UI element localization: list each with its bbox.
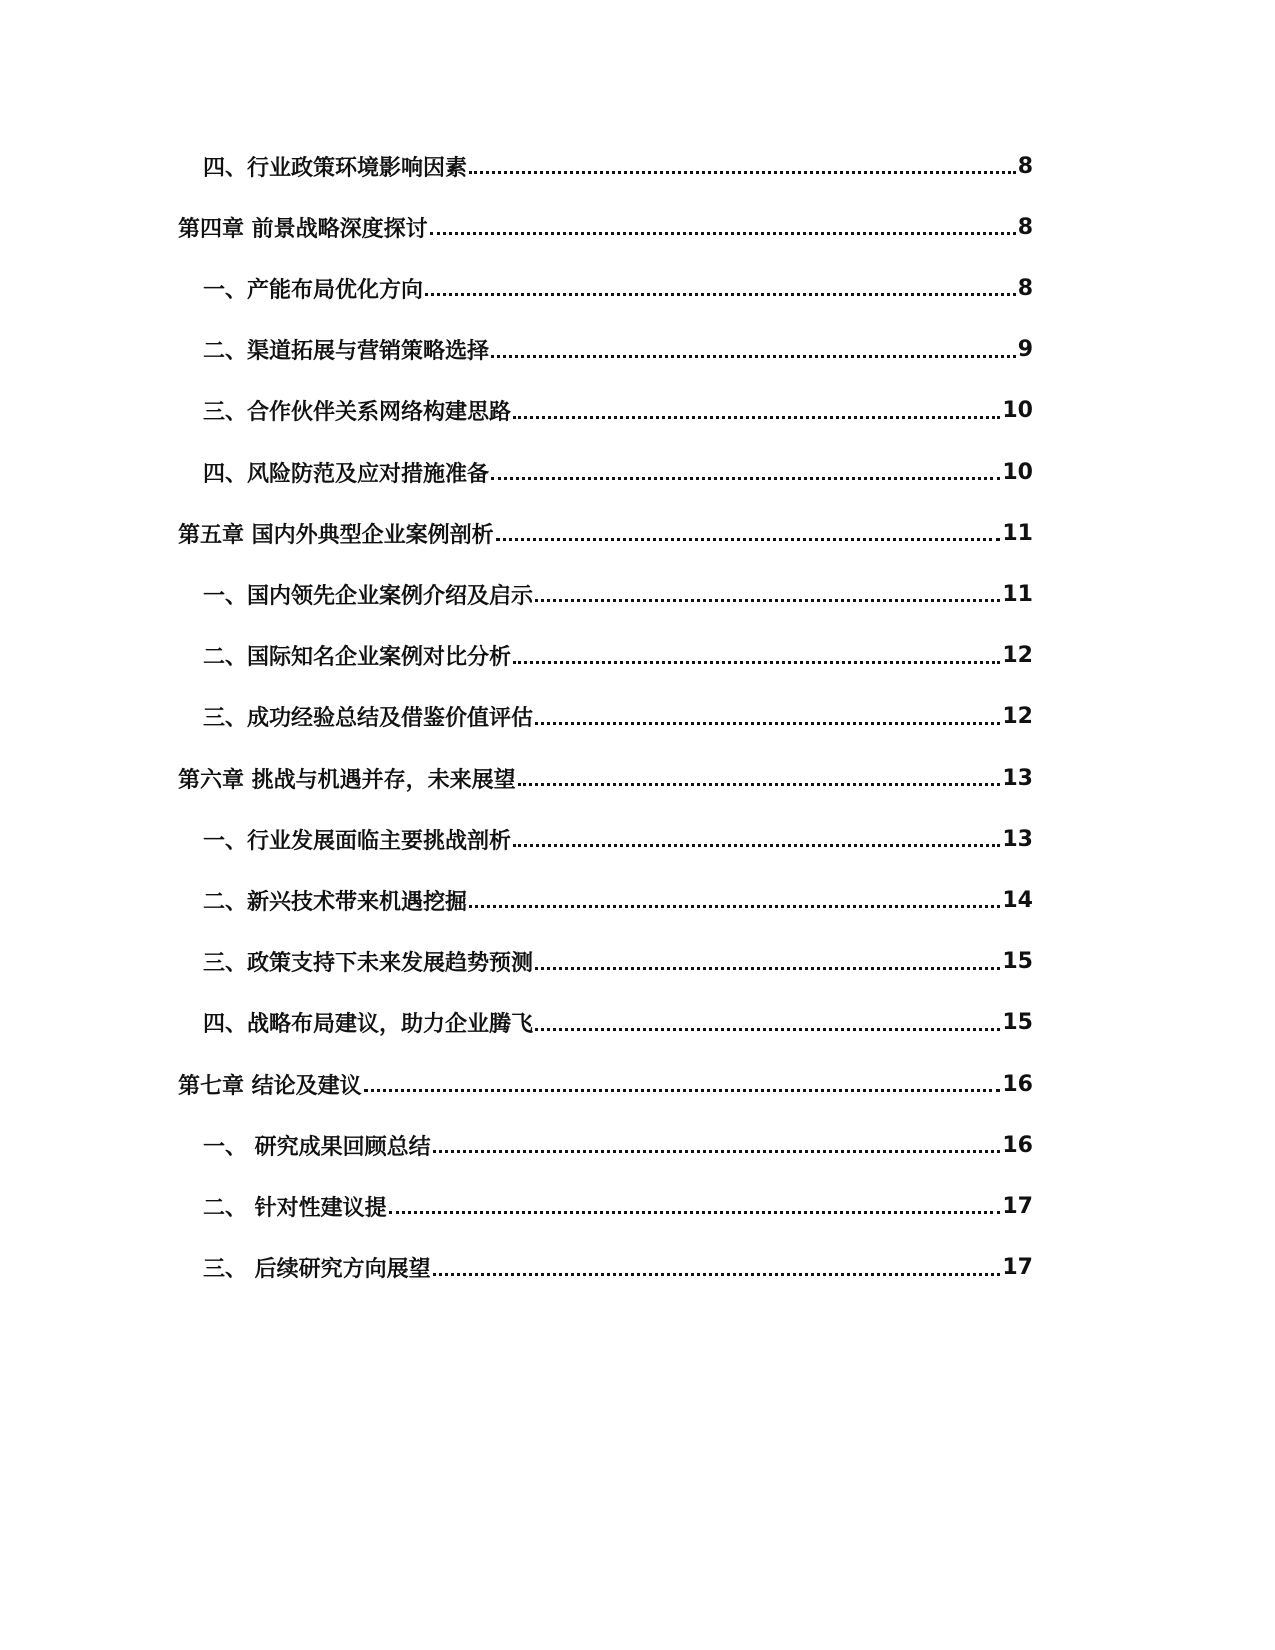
toc-page-number: 10 — [1002, 398, 1033, 424]
dot-leader — [513, 391, 1000, 431]
toc-page-number: 16 — [1002, 1071, 1033, 1097]
toc-page-number: 8 — [1017, 153, 1033, 179]
toc-section-entry[interactable] — [0, 1186, 1275, 1226]
toc-entry-title: 第四章 前景战略深度探讨 — [178, 216, 428, 242]
toc-page-number: 13 — [1002, 826, 1033, 852]
toc-page-number: 13 — [1002, 765, 1033, 791]
toc-section-entry[interactable] — [0, 697, 1275, 737]
dot-leader — [518, 758, 1001, 798]
toc-section-entry[interactable] — [0, 146, 1275, 186]
dot-leader — [496, 513, 1001, 553]
dot-leader — [513, 819, 1000, 859]
toc-chapter-entry[interactable] — [0, 207, 1275, 247]
toc-page-number: 12 — [1002, 643, 1033, 669]
toc-section-entry[interactable] — [0, 574, 1275, 614]
toc-entry-title: 三、 后续研究方向展望 — [203, 1257, 431, 1283]
toc-section-entry[interactable] — [0, 1003, 1275, 1043]
toc-entry-title: 一、行业发展面临主要挑战剖析 — [203, 828, 512, 854]
toc-page-number: 16 — [1002, 1132, 1033, 1158]
toc-entry-title: 一、 研究成果回顾总结 — [203, 1134, 431, 1160]
dot-leader — [433, 1125, 1001, 1165]
toc-entry-title: 二、国际知名企业案例对比分析 — [203, 645, 512, 671]
toc-section-entry[interactable] — [0, 942, 1275, 982]
toc-section-entry[interactable] — [0, 330, 1275, 370]
toc-section-entry[interactable] — [0, 1125, 1275, 1165]
dot-leader — [469, 146, 1016, 186]
dot-leader — [535, 574, 1000, 614]
dot-leader — [491, 452, 1000, 492]
toc-page-number: 15 — [1002, 949, 1033, 975]
dot-leader — [425, 268, 1016, 308]
toc-entry-title: 第五章 国内外典型企业案例剖析 — [178, 522, 494, 548]
toc-page-number: 11 — [1002, 520, 1033, 546]
toc-chapter-entry[interactable] — [0, 758, 1275, 798]
toc-page-number: 8 — [1017, 214, 1033, 240]
toc-page-number: 15 — [1002, 1010, 1033, 1036]
toc-section-entry[interactable] — [0, 636, 1275, 676]
toc-entry-title: 二、新兴技术带来机遇挖掘 — [203, 889, 468, 915]
toc-page-number: 17 — [1002, 1193, 1033, 1219]
toc-entry-title: 一、国内领先企业案例介绍及启示 — [203, 583, 534, 609]
toc-section-entry[interactable] — [0, 1248, 1275, 1288]
dot-leader — [535, 1003, 1000, 1043]
toc-chapter-entry[interactable] — [0, 513, 1275, 553]
toc-page-number: 11 — [1002, 581, 1033, 607]
dot-leader — [469, 880, 1000, 920]
toc-section-entry[interactable] — [0, 391, 1275, 431]
toc-entry-title: 四、战略布局建议，助力企业腾飞 — [203, 1012, 534, 1038]
dot-leader — [364, 1064, 1001, 1104]
toc-entry-title: 三、政策支持下未来发展趋势预测 — [203, 951, 534, 977]
toc-page-number: 9 — [1017, 337, 1033, 363]
dot-leader — [430, 207, 1016, 247]
toc-entry-title: 四、风险防范及应对措施准备 — [203, 461, 490, 487]
toc-section-entry[interactable] — [0, 819, 1275, 859]
toc-entry-title: 第七章 结论及建议 — [178, 1073, 362, 1099]
toc-page-number: 14 — [1002, 887, 1033, 913]
dot-leader — [513, 636, 1000, 676]
dot-leader — [491, 330, 1016, 370]
toc-section-entry[interactable] — [0, 268, 1275, 308]
dot-leader — [535, 942, 1000, 982]
toc-page-number: 17 — [1002, 1255, 1033, 1281]
toc-entry-title: 三、合作伙伴关系网络构建思路 — [203, 400, 512, 426]
toc-section-entry[interactable] — [0, 880, 1275, 920]
toc-chapter-entry[interactable] — [0, 1064, 1275, 1104]
dot-leader — [535, 697, 1000, 737]
toc-section-entry[interactable] — [0, 452, 1275, 492]
toc-entry-title: 二、渠道拓展与营销策略选择 — [203, 339, 490, 365]
toc-page-number: 10 — [1002, 459, 1033, 485]
toc-entry-title: 一、产能布局优化方向 — [203, 277, 424, 303]
toc-entry-title: 三、成功经验总结及借鉴价值评估 — [203, 706, 534, 732]
toc-entry-title: 四、行业政策环境影响因素 — [203, 155, 468, 181]
toc-page-number: 12 — [1002, 704, 1033, 730]
toc-page-number: 8 — [1017, 275, 1033, 301]
toc-entry-title: 第六章 挑战与机遇并存，未来展望 — [178, 767, 516, 793]
toc-entry-title: 二、 针对性建议提 — [203, 1195, 387, 1221]
dot-leader — [389, 1186, 1001, 1226]
dot-leader — [433, 1248, 1001, 1288]
